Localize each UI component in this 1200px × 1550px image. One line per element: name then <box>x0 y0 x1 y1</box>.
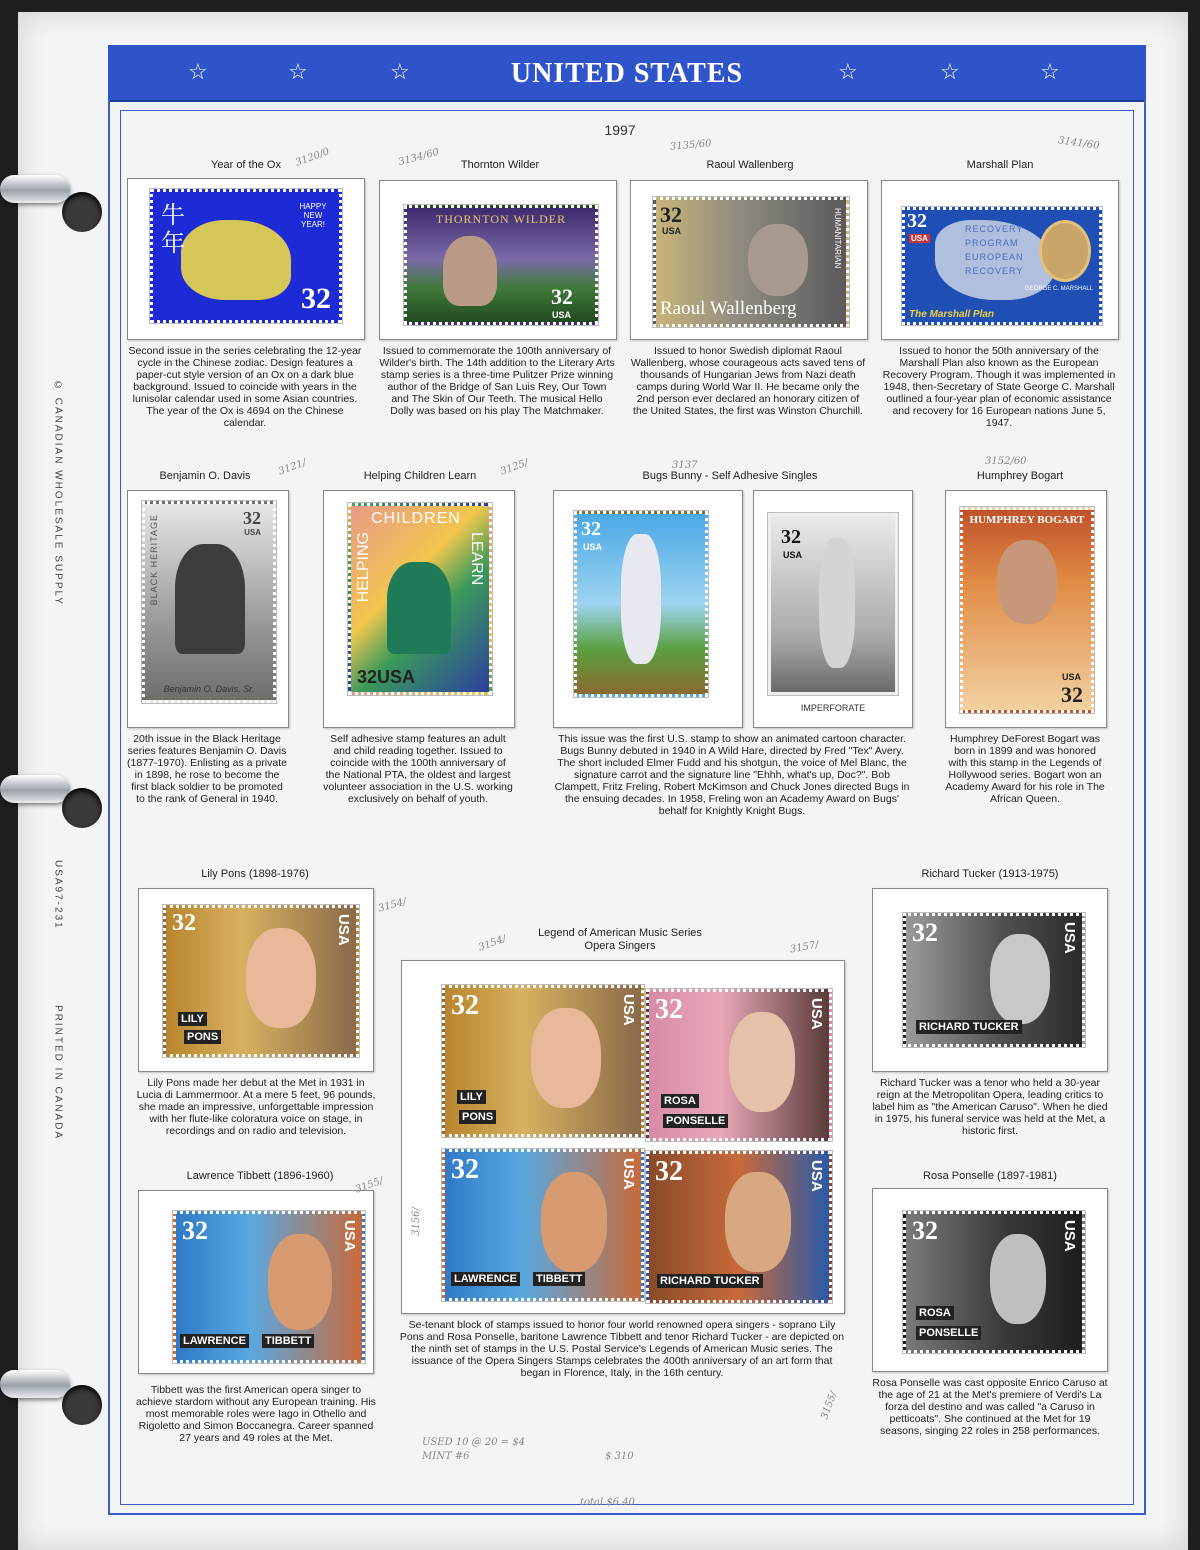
stamp-denomination: 32 <box>451 1154 479 1185</box>
stamp-country: USA <box>783 550 803 560</box>
stamp-denomination: 32 <box>581 518 601 540</box>
stamp-name-1: LAWRENCE <box>180 1334 249 1348</box>
portrait-wilder <box>443 236 497 306</box>
chinese-characters: 牛年 <box>161 202 185 257</box>
pencil-note: 3154/ <box>377 896 408 915</box>
stamp-denomination: 32 <box>243 508 261 528</box>
pencil-note: 3125/ <box>498 457 530 478</box>
stamp-wallenberg[interactable] <box>653 197 849 327</box>
label-davis: Benjamin O. Davis <box>159 470 251 482</box>
mount-marshall <box>881 180 1119 340</box>
label-ponselle: Rosa Ponselle (1897-1981) <box>923 1170 1057 1182</box>
stamp-name-2: PONS <box>184 1030 221 1044</box>
series-text: HUMANITARIAN <box>833 208 842 269</box>
mount-tucker <box>872 888 1108 1072</box>
side-printed-text: PRINTED IN CANADA <box>52 1005 64 1141</box>
pencil-note: 3141/60 <box>1057 135 1101 152</box>
stamp-country: USA <box>335 914 352 946</box>
stamp-name-2: PONSELLE <box>916 1326 981 1340</box>
mount-children <box>323 490 515 728</box>
stamp-bugs-bunny-imperf[interactable] <box>768 513 898 695</box>
stamp-country: USA <box>808 1160 825 1192</box>
stamp-block-tucker[interactable] <box>646 1151 832 1303</box>
label-wilder: Thornton Wilder <box>460 159 540 171</box>
mount-pons <box>138 888 374 1072</box>
star-icon: ☆ <box>390 59 410 84</box>
binder-ring-middle <box>0 775 70 803</box>
portrait-davis <box>175 544 245 654</box>
header-banner <box>108 45 1146 102</box>
label-bogart: Humphrey Bogart <box>976 470 1064 482</box>
stamp-name-2: TIBBETT <box>533 1272 585 1286</box>
stamp-country: USA <box>1061 922 1078 954</box>
stamp-country: USA <box>244 528 261 537</box>
binder-ring-top <box>0 175 70 203</box>
pencil-note: USED 10 @ 20 = $4 <box>422 1437 526 1448</box>
star-icon: ☆ <box>838 59 858 84</box>
pencil-note: 3120/0 <box>294 146 332 169</box>
ox-papercut-shape <box>181 220 291 300</box>
stamp-country: USA <box>620 1158 637 1190</box>
stamp-country: USA <box>1061 1220 1078 1252</box>
stamp-name-1: LAWRENCE <box>451 1272 520 1286</box>
stamp-bugs-bunny[interactable] <box>574 511 708 697</box>
stamp-denomination: 32 <box>907 210 927 232</box>
stamp-denomination: 32 <box>655 1156 683 1187</box>
stamp-country: USA <box>1061 672 1081 682</box>
stamp-country: USA <box>341 1220 358 1252</box>
stamp-denomination: 32 <box>451 990 479 1021</box>
stamp-block-tibbett[interactable] <box>442 1149 644 1301</box>
stamp-denomination: 32USA <box>357 667 416 687</box>
bugs-bunny-figure <box>621 534 661 664</box>
portrait-tibbett <box>541 1172 607 1272</box>
mount-bugs-2 <box>753 490 913 728</box>
desc-bogart: Humphrey DeForest Bogart was born in 1899 and was honored with this stamp in the Legends of Hollywood series. Bogart won an Academy Award for his role in The African Queen. <box>945 733 1105 805</box>
mount-opera-block <box>401 960 845 1314</box>
stamp-name-2: PONS <box>459 1110 496 1124</box>
desc-children: Self adhesive stamp features an adult and child reading together. Issued to coincide with the 100th anniversary of the National PTA, the oldest and largest volunteer association in the U.S. working exclusively on behalf of youth. <box>323 733 513 805</box>
mount-ponselle <box>872 1188 1108 1372</box>
side-code <box>38 860 78 934</box>
stamp-block-ponselle[interactable] <box>646 989 832 1141</box>
label-pons: Lily Pons (1898-1976) <box>201 868 309 880</box>
stamp-denomination: 32 <box>1061 682 1083 707</box>
label-bugs: Bugs Bunny - Self Adhesive Singles <box>642 470 818 482</box>
stamp-ponselle[interactable] <box>903 1211 1085 1353</box>
side-copyright-text: © CANADIAN WHOLESALE SUPPLY <box>52 380 64 606</box>
page-title: UNITED STATES <box>510 58 744 89</box>
portrait-pons <box>246 928 316 1028</box>
stamp-denomination: 32 <box>781 526 801 548</box>
stamp-country: USA <box>583 542 603 552</box>
label-children: Helping Children Learn <box>363 470 477 482</box>
portrait-marshall <box>1039 220 1091 282</box>
stamp-country: USA <box>620 994 637 1026</box>
greeting-text: HAPPY NEW YEAR! <box>299 202 327 229</box>
stamp-denomination: 32 <box>912 918 938 947</box>
label-opera-singers: Opera Singers <box>584 940 656 952</box>
stamp-children[interactable] <box>348 503 492 695</box>
pencil-note: 3155/ <box>353 1175 385 1196</box>
mount-wilder <box>379 180 617 340</box>
stamp-tibbett[interactable] <box>173 1211 365 1363</box>
stamp-wilder[interactable] <box>404 205 598 325</box>
stamp-text-helping: HELPING <box>355 532 372 603</box>
desc-pons: Lily Pons made her debut at the Met in 1931 in Lucia di Lammermoor. At a mere 5 feet, 96 pounds, she made an impressive, unforgettable impression with her flute-like coloratura voice on stage, in recordings and on radio and television. <box>136 1077 376 1137</box>
stamp-marshall[interactable] <box>902 207 1102 325</box>
pencil-note: 3152/60 <box>985 456 1027 467</box>
pencil-note: 3156/ <box>410 1207 422 1236</box>
label-year-of-ox: Year of the Ox <box>211 159 281 171</box>
stamp-tucker[interactable] <box>903 913 1085 1047</box>
stamp-year-of-ox[interactable] <box>150 189 342 323</box>
side-code-text: USA97-231 <box>52 860 64 930</box>
desc-tucker: Richard Tucker was a tenor who held a 30-year reign at the Metropolitan Opera, leading critics to label him as "the American Caruso". When he died in 1975, his funeral service was held at the Met, a historic first. <box>872 1077 1108 1137</box>
stamp-name-1: ROSA <box>916 1306 954 1320</box>
stamp-denomination: 32 <box>301 282 331 315</box>
stamp-denomination: 32 <box>172 910 196 936</box>
mount-bogart <box>945 490 1107 728</box>
stamp-denomination: 32 <box>655 994 683 1025</box>
punch-hole-bottom <box>62 1385 102 1425</box>
punch-hole-middle <box>62 788 102 828</box>
stamp-block-pons[interactable] <box>442 985 644 1137</box>
pencil-note: total $6.40 <box>580 1497 636 1508</box>
stamp-name-1: LILY <box>178 1012 207 1026</box>
stamp-country: USA <box>662 226 682 236</box>
portrait-pons <box>531 1008 601 1108</box>
imperforate-label: IMPERFORATE <box>800 703 866 713</box>
stamp-name-1: LILY <box>457 1090 486 1104</box>
desc-davis: 20th issue in the Black Heritage series features Benjamin O. Davis (1877-1970). Enlisting as a private in 1898, he rose to become the first black soldier to be promoted to the rank of General in 1940. <box>127 733 287 805</box>
desc-opera-block: Se-tenant block of stamps issued to honor four world renowned opera singers - soprano Lily Pons and Rosa Ponselle, baritone Lawrence Tibbett and tenor Richard Tucker - are depicted on the ninth set of stamps in the U.S. Postal Service's Legends of American Music series. The issuance of the Opera Singers Stamps celebrates the 400th anniversary of an art form that began in Florence, Italy, in the 16th century. <box>399 1319 845 1379</box>
portrait-bogart <box>997 540 1057 624</box>
punch-hole-top <box>62 192 102 232</box>
star-icon: ☆ <box>1040 59 1060 84</box>
portrait-ponselle <box>990 1234 1046 1324</box>
binder-ring-bottom <box>0 1370 70 1398</box>
mount-tibbett <box>138 1190 374 1374</box>
portrait-wallenberg <box>748 224 808 296</box>
side-copyright <box>38 380 78 610</box>
desc-wallenberg: Issued to honor Swedish diplomat Raoul Wallenberg, whose courageous acts saved tens of thousands of Hungarian Jews from Nazi death camps during World War II. He became only the 2nd person ever declared an honorary citizen of the United States, the first was Winston Churchill. <box>630 345 866 417</box>
stamp-name: The Marshall Plan <box>909 309 995 320</box>
mount-bugs-1 <box>553 490 743 728</box>
adult-child-figure <box>387 562 451 654</box>
label-wallenberg: Raoul Wallenberg <box>706 159 794 171</box>
stamp-denomination: 32 <box>182 1216 208 1245</box>
label-tibbett: Lawrence Tibbett (1896-1960) <box>186 1170 334 1182</box>
issue-year: 1997 <box>604 122 636 138</box>
stamp-country: USA <box>808 998 825 1030</box>
stamp-name: THORNTON WILDER <box>435 212 567 226</box>
stamp-denomination: 32 <box>660 202 682 227</box>
desc-ponselle: Rosa Ponselle was cast opposite Enrico Caruso at the age of 21 at the Met's premiere of Verdi's La forza del destino and was called "a Caruso in petticoats". She continued at the Met for 19 seasons, singing 22 roles in 258 performances. <box>872 1377 1108 1437</box>
desc-wilder: Issued to commemorate the 100th anniversary of Wilder's birth. The 14th addition to the Literary Arts stamp series is a three-time Pulitzer Prize winning author of the Bridge of San Luis Rey, Our Town and The Skin of Our Teeth. The musical Hello Dolly was based on his play The Matchmaker. <box>379 345 615 417</box>
pencil-note: 3121/ <box>276 457 308 478</box>
label-tucker: Richard Tucker (1913-1975) <box>921 868 1059 880</box>
desc-tibbett: Tibbett was the first American opera singer to achieve stardom without any European training. His most memorable roles were Iago in Othello and Rigoletto and Simon Boccanegra. Career spanned 27 years and 49 roles at the Met. <box>136 1384 376 1444</box>
stamp-country: USA <box>551 310 571 320</box>
pencil-note: 3135/60 <box>669 138 712 153</box>
stamp-bogart[interactable] <box>960 507 1094 713</box>
stamp-text-learn: LEARN <box>468 532 485 586</box>
pencil-note: 3155/ <box>819 1390 840 1421</box>
mount-davis <box>127 490 289 728</box>
stamp-pons[interactable] <box>163 905 359 1057</box>
portrait-tucker <box>990 934 1050 1024</box>
stamp-name: Raoul Wallenberg <box>660 298 797 319</box>
stamp-denomination: 32 <box>551 284 573 309</box>
stamp-davis[interactable] <box>142 501 276 703</box>
portrait-tibbett <box>268 1234 332 1330</box>
pencil-note: 3154/ <box>476 933 508 954</box>
stamp-name: RICHARD TUCKER <box>657 1274 763 1288</box>
star-icon: ☆ <box>288 59 308 84</box>
pencil-note: 3134/60 <box>397 146 441 169</box>
star-icon: ☆ <box>940 59 960 84</box>
pencil-note: 3137 <box>672 460 698 471</box>
stamp-name-1: ROSA <box>661 1094 699 1108</box>
stamp-country: USA <box>911 234 928 243</box>
star-icon: ☆ <box>188 59 208 84</box>
mount-year-of-ox <box>127 178 365 340</box>
pencil-note: MINT #6 <box>422 1451 470 1462</box>
desc-year-of-ox: Second issue in the series celebrating the 12-year cycle in the Chinese zodiac. Design features a paper-cut style version of an Ox on a dark blue background. Issued to coincide with years in the lunisolar calendar used in some Asian countries. The year of the Ox is 4694 on the Chinese calendar. <box>128 345 362 429</box>
stamp-name-2: PONSELLE <box>663 1114 728 1128</box>
desc-marshall: Issued to honor the 50th anniversary of the Marshall Plan also known as the European Recovery Program. Though it was implemented in 1948, then-Secretary of State George C. Marshall outlined a four-year plan of economic assistance and recovery for 16 European nations June 5, 1947. <box>882 345 1116 429</box>
portrait-ponselle <box>729 1012 795 1112</box>
series-text: BLACK HERITAGE <box>149 514 159 606</box>
pencil-note: 3157/ <box>789 939 820 956</box>
stamp-name: RICHARD TUCKER <box>916 1020 1022 1034</box>
stamp-name: Benjamin O. Davis, Sr. <box>163 684 255 694</box>
pencil-note: $ 310 <box>605 1451 634 1462</box>
map-text: RECOVERY PROGRAM EUROPEAN RECOVERY <box>965 224 1024 276</box>
stamp-name: HUMPHREY BOGART <box>969 514 1085 526</box>
bugs-bunny-figure <box>819 538 855 668</box>
stamp-denomination: 32 <box>912 1216 938 1245</box>
stamp-name-2: TIBBETT <box>262 1334 314 1348</box>
side-printed <box>38 1005 78 1144</box>
stamp-text-children: CHILDREN <box>371 510 461 527</box>
mount-wallenberg <box>630 180 868 340</box>
portrait-tucker <box>725 1172 791 1272</box>
label-marshall: Marshall Plan <box>966 159 1034 171</box>
desc-bugs: This issue was the first U.S. stamp to show an animated cartoon character. Bugs Bunny debuted in 1940 in A Wild Hare, directed by Fred "Tex" Avery. The short included Elmer Fudd and his shotgun, the voice of Mel Blanc, the signature carrot and the signature line "Ehhh, what's up, Doc?". Bob Clampett, Fritz Freling, Robert McKimson and Chuck Jones directed Bugs in the ensuing decades. In 1958, Freling won an Academy Award on Bugs' behalf for Knightly Knight Bugs. <box>554 733 910 817</box>
label-opera-series: Legend of American Music Series <box>538 927 702 939</box>
portrait-caption: GEORGE C. MARSHALL <box>1024 286 1093 292</box>
